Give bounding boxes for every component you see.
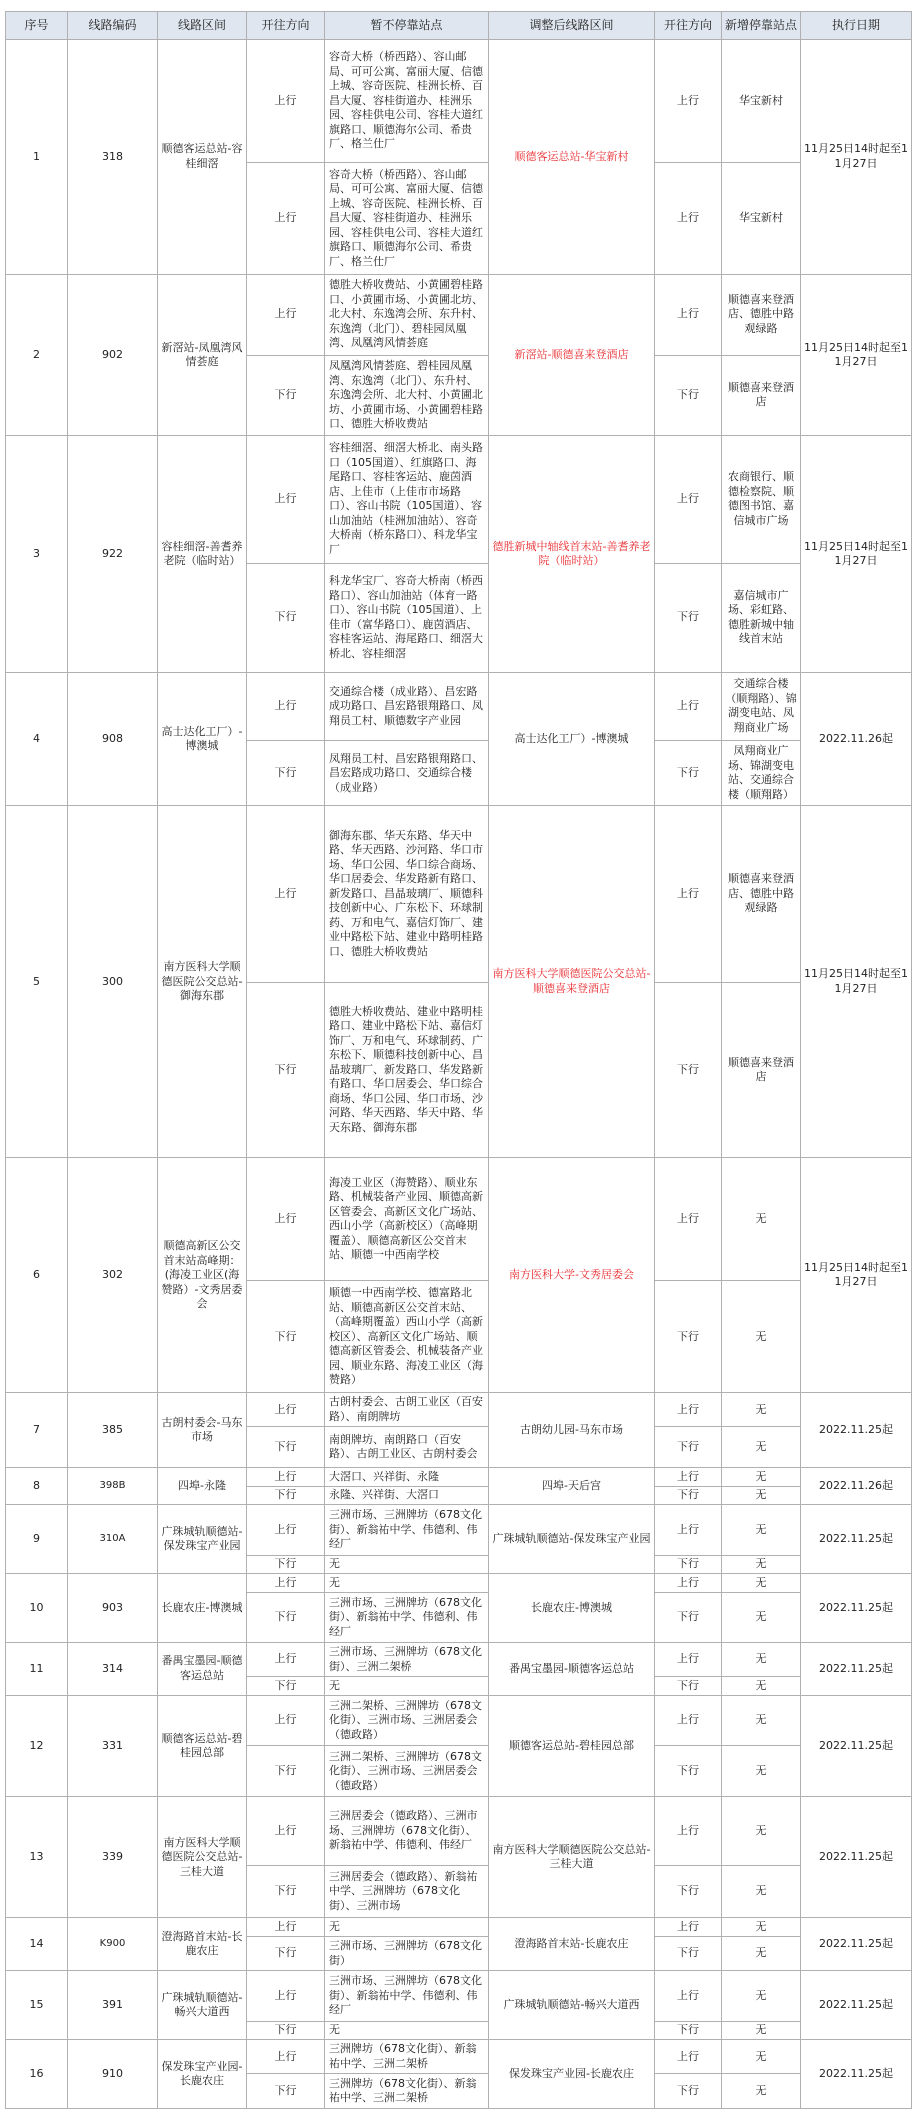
- new-direction: 下行: [655, 1937, 722, 1971]
- added-stops: 凤翔商业广场、锦湖变电站、交通综合楼（顺翔路）: [722, 741, 801, 806]
- added-stops: 无: [722, 1593, 801, 1643]
- new-direction: 下行: [655, 2074, 722, 2109]
- row-index: 16: [6, 2040, 68, 2109]
- new-direction: 下行: [655, 1281, 722, 1393]
- new-direction: 上行: [655, 2040, 722, 2074]
- new-direction: 下行: [655, 1427, 722, 1468]
- added-stops: 无: [722, 1746, 801, 1797]
- table-row: [6, 1393, 912, 1427]
- adjusted-route: 顺德客运总站-碧桂园总部: [489, 1695, 655, 1797]
- direction: 下行: [247, 1555, 325, 1574]
- new-direction: 上行: [655, 806, 722, 983]
- direction: 上行: [247, 1695, 325, 1745]
- direction: 下行: [247, 563, 325, 672]
- new-direction: 下行: [655, 1486, 722, 1505]
- added-stops: 无: [722, 1281, 801, 1393]
- new-direction: 上行: [655, 436, 722, 563]
- skipped-stops: 古朗村委会、古朗工业区（百安路）、南朗牌坊: [325, 1393, 489, 1427]
- direction: 上行: [247, 274, 325, 355]
- table-row: [6, 1468, 912, 1487]
- direction: 上行: [247, 1158, 325, 1281]
- route-section: 保发珠宝产业园-长鹿农庄: [158, 2040, 247, 2109]
- direction: 上行: [247, 40, 325, 163]
- new-direction: 下行: [655, 355, 722, 436]
- skipped-stops: 无: [325, 2021, 489, 2040]
- header-skipped-stops: 暂不停靠站点: [325, 12, 489, 40]
- added-stops: 嘉信城市广场、彩虹路、德胜新城中轴线首末站: [722, 563, 801, 672]
- skipped-stops: 三洲市场、三洲牌坊（678文化街）: [325, 1937, 489, 1971]
- bus-route-adjustment-table: [5, 11, 912, 2109]
- table-body: [6, 40, 912, 2109]
- route-section: 四埠-永隆: [158, 1468, 247, 1505]
- direction: 上行: [247, 436, 325, 563]
- direction: 上行: [247, 1505, 325, 1555]
- route-section: 长鹿农庄-博澳城: [158, 1574, 247, 1642]
- direction: 下行: [247, 2021, 325, 2040]
- effective-date: 2022.11.25起: [801, 1797, 912, 1918]
- new-direction: 下行: [655, 1746, 722, 1797]
- adjusted-route: 长鹿农庄-博澳城: [489, 1574, 655, 1642]
- route-code: 300: [68, 806, 158, 1158]
- new-direction: 上行: [655, 1158, 722, 1281]
- table-row: [6, 672, 912, 740]
- new-direction: 下行: [655, 563, 722, 672]
- new-direction: 上行: [655, 1574, 722, 1593]
- row-index: 8: [6, 1468, 68, 1505]
- route-section: 广珠城轨顺德站-保发珠宝产业园: [158, 1505, 247, 1574]
- added-stops: 无: [722, 1393, 801, 1427]
- adjusted-route: 南方医科大学顺德医院公交总站-三桂大道: [489, 1797, 655, 1918]
- added-stops: 无: [722, 1797, 801, 1865]
- adjusted-route: 澄海路首末站-长鹿农庄: [489, 1918, 655, 1971]
- effective-date: 2022.11.25起: [801, 1918, 912, 1971]
- direction: 下行: [247, 355, 325, 436]
- direction: 上行: [247, 2040, 325, 2074]
- route-code: 318: [68, 40, 158, 275]
- route-section: 高士达化工厂）-博澳城: [158, 672, 247, 806]
- table-row: [6, 1158, 912, 1281]
- new-direction: 上行: [655, 1797, 722, 1865]
- route-code: 314: [68, 1642, 158, 1695]
- table-row: [6, 2040, 912, 2074]
- new-direction: 上行: [655, 1468, 722, 1487]
- new-direction: 下行: [655, 741, 722, 806]
- row-index: 13: [6, 1797, 68, 1918]
- route-code: 302: [68, 1158, 158, 1393]
- bus-route-adjustment-table-container: [5, 11, 911, 2109]
- route-code: 391: [68, 1971, 158, 2040]
- new-direction: 上行: [655, 1642, 722, 1676]
- added-stops: 顺德喜来登酒店、德胜中路观绿路: [722, 806, 801, 983]
- skipped-stops: 三洲市场、三洲牌坊（678文化街）、新翁祐中学、伟德利、伟经厂: [325, 1593, 489, 1643]
- table-row: [6, 806, 912, 983]
- added-stops: 无: [722, 1427, 801, 1468]
- added-stops: 无: [722, 1865, 801, 1917]
- direction: 上行: [247, 1393, 325, 1427]
- adjusted-route: 南方医科大学-文秀居委会: [489, 1158, 655, 1393]
- route-section: 容桂细滘-善耆养老院（临时站）: [158, 436, 247, 672]
- skipped-stops: 三洲牌坊（678文化街）、新翁祐中学、三洲二架桥: [325, 2040, 489, 2074]
- direction: 下行: [247, 1281, 325, 1393]
- row-index: 3: [6, 436, 68, 672]
- table-header-row: [6, 12, 912, 40]
- route-section: 南方医科大学顺德医院公交总站-三桂大道: [158, 1797, 247, 1918]
- added-stops: 无: [722, 1695, 801, 1745]
- route-section: 澄海路首末站-长鹿农庄: [158, 1918, 247, 1971]
- adjusted-route: 四埠-天后宫: [489, 1468, 655, 1505]
- added-stops: 无: [722, 1158, 801, 1281]
- header-route-section: 线路区间: [158, 12, 247, 40]
- route-section: 南方医科大学顺德医院公交总站-御海东郡: [158, 806, 247, 1158]
- skipped-stops: 三洲居委会（德政路）、新翁祐中学、三洲牌坊（678文化街）、三洲市场: [325, 1865, 489, 1917]
- route-code: 902: [68, 274, 158, 436]
- route-section: 古朗村委会-马东市场: [158, 1393, 247, 1468]
- effective-date: 2022.11.26起: [801, 1468, 912, 1505]
- new-direction: 上行: [655, 672, 722, 740]
- new-direction: 下行: [655, 982, 722, 1157]
- table-row: [6, 1695, 912, 1745]
- direction: 下行: [247, 1865, 325, 1917]
- adjusted-route: 广珠城轨顺德站-保发珠宝产业园: [489, 1505, 655, 1574]
- adjusted-route: 南方医科大学顺德医院公交总站-顺德喜来登酒店: [489, 806, 655, 1158]
- row-index: 9: [6, 1505, 68, 1574]
- added-stops: 无: [722, 1574, 801, 1593]
- direction: 上行: [247, 1468, 325, 1487]
- skipped-stops: 顺德一中西南学校、德富路北站、顺德高新区公交首末站、（高峰期覆盖）西山小学（高新校区）、高新区文化广场站、顺德高新区管委会、机械装备产业园、顺业东路、海凌工业区（海赞路）: [325, 1281, 489, 1393]
- direction: 上行: [247, 1574, 325, 1593]
- new-direction: 下行: [655, 2021, 722, 2040]
- effective-date: 2022.11.25起: [801, 1574, 912, 1642]
- route-section: 顺德客运总站-碧桂园总部: [158, 1695, 247, 1797]
- direction: 上行: [247, 806, 325, 983]
- added-stops: 无: [722, 1677, 801, 1696]
- new-direction: 上行: [655, 40, 722, 163]
- skipped-stops: 海凌工业区（海赞路）、顺业东路、机械装备产业园、顺德高新区管委会、高新区文化广场站、西山小学（高新校区）（高峰期覆盖）、顺德高新区公交首末站、顺德一中西南学校: [325, 1158, 489, 1281]
- added-stops: 无: [722, 1468, 801, 1487]
- direction: 下行: [247, 1746, 325, 1797]
- skipped-stops: 三洲二架桥、三洲牌坊（678文化街）、三洲市场、三洲居委会（德政路）: [325, 1746, 489, 1797]
- adjusted-route: 顺德客运总站-华宝新村: [489, 40, 655, 275]
- adjusted-route: 番禺宝墨园-顺德客运总站: [489, 1642, 655, 1695]
- new-direction: 下行: [655, 1865, 722, 1917]
- row-index: 4: [6, 672, 68, 806]
- effective-date: 2022.11.25起: [801, 2040, 912, 2109]
- route-section: 广珠城轨顺德站-畅兴大道西: [158, 1971, 247, 2040]
- added-stops: 无: [722, 1642, 801, 1676]
- header-adjusted-route: 调整后线路区间: [489, 12, 655, 40]
- effective-date: 11月25日14时起至11月27日: [801, 806, 912, 1158]
- direction: 下行: [247, 1593, 325, 1643]
- table-row: [6, 1505, 912, 1555]
- added-stops: 顺德喜来登酒店、德胜中路观绿路: [722, 274, 801, 355]
- route-code: 922: [68, 436, 158, 672]
- skipped-stops: 三洲市场、三洲牌坊（678文化街）、新翁祐中学、伟德利、伟经厂: [325, 1505, 489, 1555]
- row-index: 11: [6, 1642, 68, 1695]
- direction: 上行: [247, 1971, 325, 2021]
- added-stops: 无: [722, 1937, 801, 1971]
- skipped-stops: 容奇大桥（桥西路）、容山邮局、可可公寓、富丽大厦、信德上城、容奇医院、桂洲长桥、百昌大厦、容桂街道办、桂洲乐园、容桂供电公司、容桂大道红旗路口、顺德海尔公司、希贵厂、格兰仕厂: [325, 163, 489, 275]
- skipped-stops: 南朗牌坊、南朗路口（百安路）、古朗工业区、古朗村委会: [325, 1427, 489, 1468]
- direction: 上行: [247, 672, 325, 740]
- row-index: 10: [6, 1574, 68, 1642]
- route-section: 新滘站-凤凰湾风情荟庭: [158, 274, 247, 436]
- skipped-stops: 无: [325, 1918, 489, 1937]
- row-index: 12: [6, 1695, 68, 1797]
- direction: 下行: [247, 2074, 325, 2109]
- direction: 上行: [247, 1642, 325, 1676]
- table-row: [6, 1918, 912, 1937]
- adjusted-route: 保发珠宝产业园-长鹿农庄: [489, 2040, 655, 2109]
- skipped-stops: 无: [325, 1574, 489, 1593]
- skipped-stops: 容奇大桥（桥西路）、容山邮局、可可公寓、富丽大厦、信德上城、容奇医院、桂洲长桥、百昌大厦、容桂街道办、桂洲乐园、容桂供电公司、容桂大道红旗路口、顺德海尔公司、希贵厂、格兰仕厂: [325, 40, 489, 163]
- direction: 上行: [247, 163, 325, 275]
- added-stops: 顺德喜来登酒店: [722, 355, 801, 436]
- adjusted-route: 德胜新城中轴线首末站-善耆养老院（临时站）: [489, 436, 655, 672]
- table-row: [6, 40, 912, 163]
- added-stops: 农商银行、顺德检察院、顺德图书馆、嘉信城市广场: [722, 436, 801, 563]
- effective-date: 11月25日14时起至11月27日: [801, 40, 912, 275]
- skipped-stops: 御海东郡、华天东路、华天中路、华天西路、沙河路、华口市场、华口公园、华口综合商场、华口居委会、华发路新有路口、新发路口、昌晶玻璃厂、顺德科技创新中心、广东松下、环球制药、万和电气、嘉信灯饰厂、建业中路松下站、建业中路明桂路口、德胜大桥收费站: [325, 806, 489, 983]
- table-row: [6, 1642, 912, 1676]
- direction: 上行: [247, 1797, 325, 1865]
- direction: 下行: [247, 1427, 325, 1468]
- added-stops: 顺德喜来登酒店: [722, 982, 801, 1157]
- route-code: 398B: [68, 1468, 158, 1505]
- added-stops: 无: [722, 1971, 801, 2021]
- adjusted-route: 广珠城轨顺德站-畅兴大道西: [489, 1971, 655, 2040]
- row-index: 7: [6, 1393, 68, 1468]
- effective-date: 2022.11.25起: [801, 1695, 912, 1797]
- skipped-stops: 德胜大桥收费站、小黄圃碧桂路口、小黄圃市场、小黄圃北坊、北大村、东逸湾会所、东升村、东逸湾（北门）、碧桂园凤凰湾、凤凰湾风情荟庭: [325, 274, 489, 355]
- table-row: [6, 1971, 912, 2021]
- effective-date: 11月25日14时起至11月27日: [801, 274, 912, 436]
- table-row: [6, 1797, 912, 1865]
- effective-date: 11月25日14时起至11月27日: [801, 436, 912, 672]
- skipped-stops: 三洲市场、三洲牌坊（678文化街）、三洲二架桥: [325, 1642, 489, 1676]
- new-direction: 上行: [655, 274, 722, 355]
- added-stops: 无: [722, 2021, 801, 2040]
- added-stops: 无: [722, 1918, 801, 1937]
- new-direction: 下行: [655, 1555, 722, 1574]
- route-code: 910: [68, 2040, 158, 2109]
- skipped-stops: 三洲牌坊（678文化街）、新翁祐中学、三洲二架桥: [325, 2074, 489, 2109]
- skipped-stops: 永隆、兴祥街、大滘口: [325, 1486, 489, 1505]
- added-stops: 无: [722, 1505, 801, 1555]
- route-code: 903: [68, 1574, 158, 1642]
- skipped-stops: 三洲市场、三洲牌坊（678文化街）、新翁祐中学、伟德利、伟经厂: [325, 1971, 489, 2021]
- added-stops: 交通综合楼（顺翔路）、锦湖变电站、凤翔商业广场: [722, 672, 801, 740]
- route-code: 310A: [68, 1505, 158, 1574]
- new-direction: 下行: [655, 1677, 722, 1696]
- added-stops: 无: [722, 2040, 801, 2074]
- skipped-stops: 德胜大桥收费站、建业中路明桂路口、建业中路松下站、嘉信灯饰厂、万和电气、环球制药、广东松下、顺德科技创新中心、昌晶玻璃厂、新发路口、华发路新有路口、华口居委会、华口综合商场、华口公园、华口市场、沙河路、华天西路、华天中路、华天东路、御海东郡: [325, 982, 489, 1157]
- skipped-stops: 三洲二架桥、三洲牌坊（678文化街）、三洲市场、三洲居委会（德政路）: [325, 1695, 489, 1745]
- new-direction: 上行: [655, 1505, 722, 1555]
- skipped-stops: 无: [325, 1677, 489, 1696]
- row-index: 14: [6, 1918, 68, 1971]
- adjusted-route: 高士达化工厂）-博澳城: [489, 672, 655, 806]
- adjusted-route: 新滘站-顺德喜来登酒店: [489, 274, 655, 436]
- table-row: [6, 1574, 912, 1593]
- effective-date: 2022.11.25起: [801, 1505, 912, 1574]
- effective-date: 2022.11.25起: [801, 1642, 912, 1695]
- new-direction: 上行: [655, 1695, 722, 1745]
- header-route-code: 线路编码: [68, 12, 158, 40]
- new-direction: 下行: [655, 1593, 722, 1643]
- table-row: [6, 274, 912, 355]
- added-stops: 华宝新村: [722, 163, 801, 275]
- added-stops: 无: [722, 1486, 801, 1505]
- header-direction: 开往方向: [247, 12, 325, 40]
- route-code: 331: [68, 1695, 158, 1797]
- effective-date: 11月25日14时起至11月27日: [801, 1158, 912, 1393]
- direction: 下行: [247, 1937, 325, 1971]
- new-direction: 上行: [655, 1971, 722, 2021]
- table-row: [6, 436, 912, 563]
- row-index: 1: [6, 40, 68, 275]
- direction: 下行: [247, 1677, 325, 1696]
- row-index: 5: [6, 806, 68, 1158]
- route-code: K900: [68, 1918, 158, 1971]
- route-code: 908: [68, 672, 158, 806]
- header-added-stops: 新增停靠站点: [722, 12, 801, 40]
- row-index: 15: [6, 1971, 68, 2040]
- route-section: 番禺宝墨园-顺德客运总站: [158, 1642, 247, 1695]
- header-effective-date: 执行日期: [801, 12, 912, 40]
- skipped-stops: 三洲居委会（德政路）、三洲市场、三洲牌坊（678文化街）、新翁祐中学、伟德利、伟经厂: [325, 1797, 489, 1865]
- added-stops: 无: [722, 1555, 801, 1574]
- effective-date: 2022.11.25起: [801, 1971, 912, 2040]
- adjusted-route: 古朗幼儿园-马东市场: [489, 1393, 655, 1468]
- skipped-stops: 容桂细滘、细滘大桥北、南头路口（105国道）、红旗路口、海尾路口、容桂客运站、鹿茵酒店、上佳市（上佳市市场路口）、容山书院（105国道）、容山加油站（桂洲加油站）、容奇大桥南（桥东路口）、科龙华宝厂: [325, 436, 489, 563]
- direction: 下行: [247, 741, 325, 806]
- direction: 下行: [247, 982, 325, 1157]
- route-code: 385: [68, 1393, 158, 1468]
- skipped-stops: 交通综合楼（成业路）、昌宏路成功路口、昌宏路银翔路口、凤翔员工村、顺德数字产业园: [325, 672, 489, 740]
- skipped-stops: 凤凰湾风情荟庭、碧桂园凤凰湾、东逸湾（北门）、东升村、东逸湾会所、北大村、小黄圃北坊、小黄圃市场、小黄圃碧桂路口、德胜大桥收费站: [325, 355, 489, 436]
- new-direction: 上行: [655, 1918, 722, 1937]
- direction: 下行: [247, 1486, 325, 1505]
- route-section: 顺德高新区公交首末站高峰期：(海凌工业区(海赞路）-文秀居委会: [158, 1158, 247, 1393]
- direction: 上行: [247, 1918, 325, 1937]
- skipped-stops: 无: [325, 1555, 489, 1574]
- skipped-stops: 大滘口、兴祥街、永隆: [325, 1468, 489, 1487]
- route-section: 顺德客运总站-容桂细滘: [158, 40, 247, 275]
- row-index: 2: [6, 274, 68, 436]
- header-index: 序号: [6, 12, 68, 40]
- effective-date: 2022.11.25起: [801, 1393, 912, 1468]
- new-direction: 上行: [655, 1393, 722, 1427]
- route-code: 339: [68, 1797, 158, 1918]
- skipped-stops: 凤翔员工村、昌宏路银翔路口、昌宏路成功路口、交通综合楼（成业路）: [325, 741, 489, 806]
- added-stops: 华宝新村: [722, 40, 801, 163]
- header-new-direction: 开往方向: [655, 12, 722, 40]
- new-direction: 上行: [655, 163, 722, 275]
- row-index: 6: [6, 1158, 68, 1393]
- skipped-stops: 科龙华宝厂、容奇大桥南（桥西路口）、容山加油站（体育一路口）、容山书院（105国道）、上佳市（富华路口）、鹿茵酒店、容桂客运站、海尾路口、细滘大桥北、容桂细滘: [325, 563, 489, 672]
- added-stops: 无: [722, 2074, 801, 2109]
- effective-date: 2022.11.26起: [801, 672, 912, 806]
